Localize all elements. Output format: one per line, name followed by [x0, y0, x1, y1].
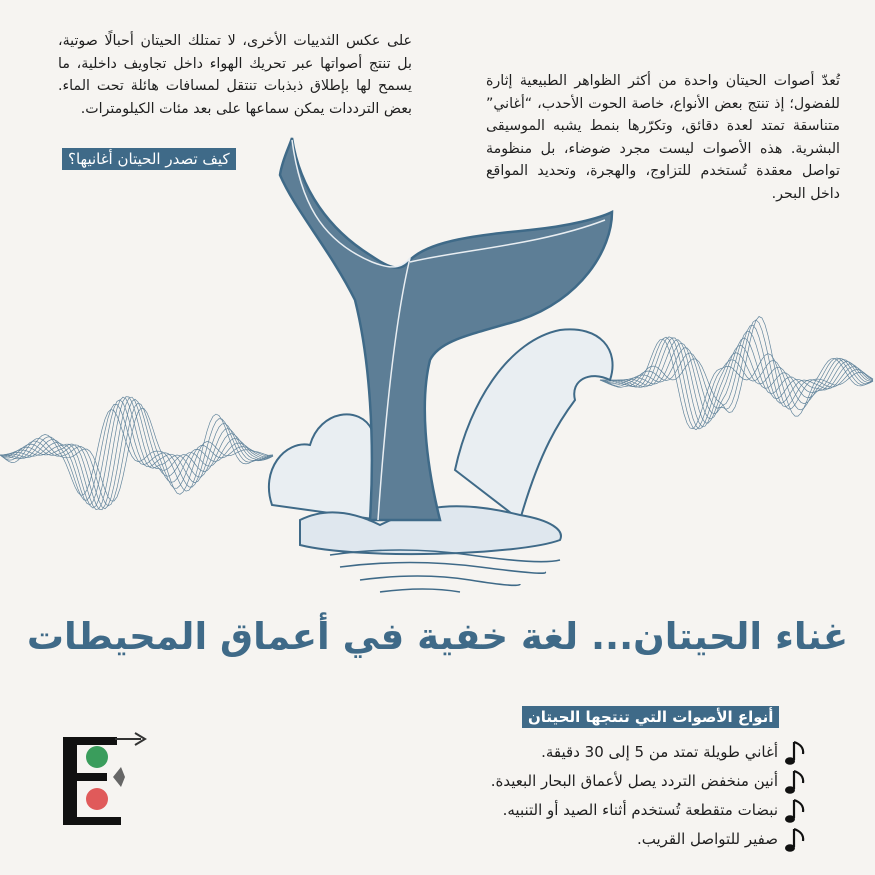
list-item [398, 738, 778, 767]
intro-paragraph-left [58, 30, 412, 120]
list-item-text: نبضات متقطعة تُستخدم أثناء الصيد أو التنبيه. [502, 801, 778, 819]
list-item-text: أغاني طويلة تمتد من 5 إلى 30 دقيقة. [541, 743, 778, 761]
list-item [398, 796, 778, 825]
list-item [398, 825, 778, 854]
question-label: كيف تصدر الحيتان أغانيها؟ [62, 148, 236, 170]
sound-wave-right [600, 317, 873, 430]
sound-types-list [398, 738, 778, 854]
music-note-icon [782, 823, 816, 857]
paragraph-right-text: تُعدّ أصوات الحيتان واحدة من أكثر الظواهر الطبيعية إثارة للفضول؛ إذ تنتج بعض الأنواع، خاصة الحوت الأحدب، “أغاني” متناسقة تمتد لعدة دقائق، وتكرّرها بنمط يشبه الموسيقى البشرية. هذه الأصوات ليست مجرد ضوضاء، بل منظومة تواصل معقدة تُستخدم للتزاوج، والهجرة، وتحديد المواقع داخل البحر. [486, 73, 840, 202]
page-title: غناء الحيتان... لغة خفية في أعماق المحيطات [26, 615, 849, 658]
e-letter-logo [55, 725, 150, 830]
list-item [398, 767, 778, 796]
list-item-text: صفير للتواصل القريب. [636, 830, 778, 848]
intro-paragraph-right [486, 70, 840, 205]
types-label: أنواع الأصوات التي تنتجها الحيتان [522, 706, 779, 728]
paragraph-left-text: على عكس الثدييات الأخرى، لا تمتلك الحيتان أحبالًا صوتية، بل تنتج أصواتها عبر تحريك الهواء داخل تجاويف داخلية، ما يسمح لها بإطلاق ذبذبات تنتقل لمسافات هائلة تحت الماء. بعض الترددات يمكن سماعها على بعد مئات الكيلومترات. [58, 33, 412, 117]
water-lines [330, 550, 560, 592]
sound-wave-left [0, 397, 273, 510]
list-item-text: أنين منخفض التردد يصل لأعماق البحار البعيدة. [490, 772, 778, 790]
